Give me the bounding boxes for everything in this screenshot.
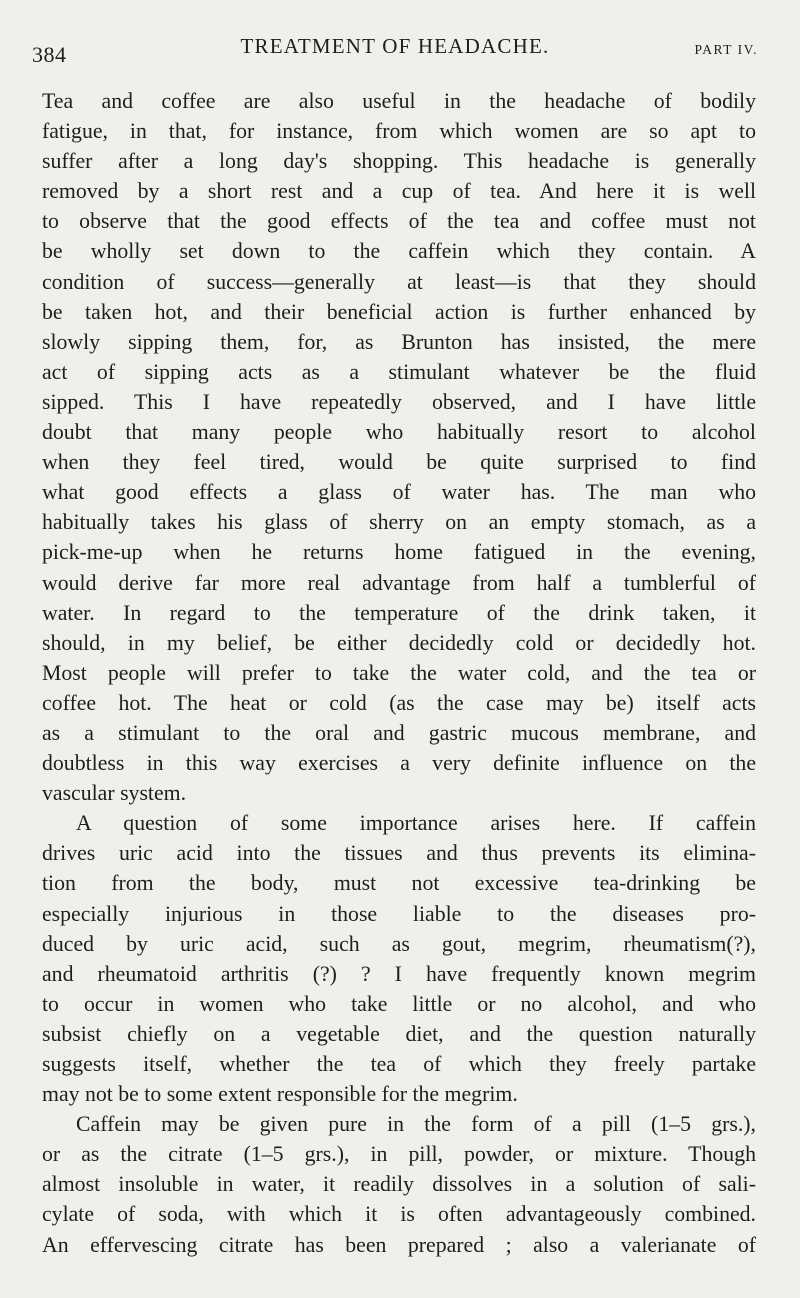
text-line: be wholly set down to the caffein which they contain. A [42, 239, 756, 264]
text-line: drives uric acid into the tissues and thus prevents its elimina- [42, 841, 756, 866]
page-number: 384 [32, 42, 67, 67]
text-line: removed by a short rest and a cup of tea. And here it is well [42, 179, 756, 204]
text-line: subsist chiefly on a vegetable diet, and the question naturally [42, 1021, 756, 1046]
text-line: what good effects a glass of water has. The man who [42, 480, 756, 505]
text-line: cylate of soda, with which it is often advantageously combined. [42, 1202, 756, 1227]
text-line: be taken hot, and their beneficial action is further enhanced by [42, 299, 756, 324]
text-line: Tea and coffee are also useful in the headache of bodily [42, 89, 756, 113]
text-line: as a stimulant to the oral and gastric mucous membrane, and [42, 720, 756, 745]
text-line: slowly sipping them, for, as Brunton has insisted, the mere [42, 329, 756, 354]
text-line: habitually takes his glass of sherry on an empty stomach, as a [42, 510, 756, 535]
text-line: would derive far more real advantage from half a tumblerful of [42, 570, 756, 595]
part-label: PART IV. [694, 42, 758, 57]
body-text [42, 86, 756, 1260]
text-line: vascular system. [42, 781, 187, 806]
text-line: water. In regard to the temperature of the drink taken, it [42, 600, 756, 625]
text-line: Caffein may be given pure in the form of a pill (1–5 grs.), [76, 1112, 756, 1137]
text-line: pick-me-up when he returns home fatigued in the evening, [42, 540, 756, 565]
text-line: or as the citrate (1–5 grs.), in pill, powder, or mixture. Though [42, 1142, 756, 1167]
text-line: to occur in women who take little or no alcohol, and who [42, 991, 756, 1016]
text-line: act of sipping acts as a stimulant whatever be the fluid [42, 359, 756, 384]
text-line: coffee hot. The heat or cold (as the case may be) itself acts [42, 690, 756, 715]
text-line: when they feel tired, would be quite surprised to find [42, 450, 756, 475]
paragraph [42, 86, 756, 808]
text-line: doubtless in this way exercises a very definite influence on the [42, 751, 756, 776]
running-title: TREATMENT OF HEADACHE. [240, 34, 550, 58]
text-line: and rheumatoid arthritis (?) ? I have frequently known megrim [42, 961, 756, 986]
text-line: An effervescing citrate has been prepared ; also a valerianate of [42, 1232, 756, 1257]
text-line: A question of some importance arises here. If caffein [76, 811, 756, 836]
text-line: duced by uric acid, such as gout, megrim, rheumatism(?), [42, 931, 756, 956]
text-line: tion from the body, must not excessive tea-drinking be [42, 871, 756, 896]
text-line: suggests itself, whether the tea of which they freely partake [42, 1052, 756, 1076]
text-line: should, in my belief, be either decidedly cold or decidedly hot. [42, 630, 756, 655]
paragraph [42, 808, 756, 1109]
text-line: sipped. This I have repeatedly observed, and I have little [42, 389, 756, 414]
text-line: fatigue, in that, for instance, from which women are so apt to [42, 119, 756, 144]
text-line: may not be to some extent responsible for the megrim. [42, 1082, 518, 1107]
text-line: to observe that the good effects of the tea and coffee must not [42, 209, 756, 234]
text-line: almost insoluble in water, it readily dissolves in a solution of sali- [42, 1172, 756, 1197]
text-line: condition of success—generally at least—is that they should [42, 269, 756, 294]
paragraph [42, 1109, 756, 1259]
text-line: doubt that many people who habitually resort to alcohol [42, 420, 756, 445]
text-line: Most people will prefer to take the water cold, and the tea or [42, 660, 756, 685]
text-line: especially injurious in those liable to the diseases pro- [42, 901, 756, 926]
text-line: suffer after a long day's shopping. This headache is generally [42, 149, 756, 174]
page-header [32, 34, 758, 67]
